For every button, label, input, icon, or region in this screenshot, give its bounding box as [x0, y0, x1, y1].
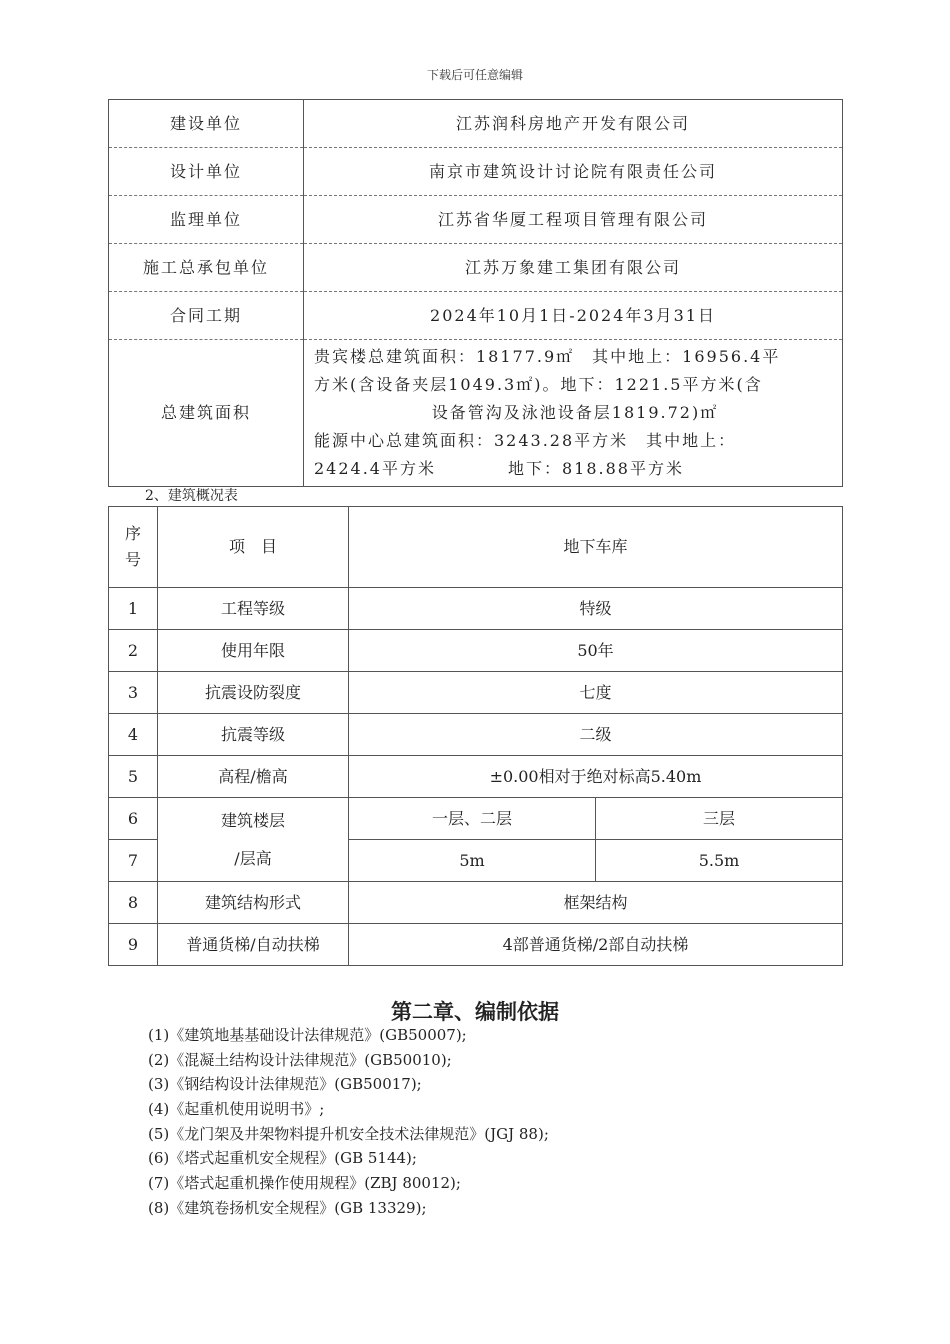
table-header-row [109, 507, 843, 588]
row-no: 7 [109, 840, 158, 882]
reference-list [148, 1023, 549, 1221]
header-no: 序 号 [109, 507, 158, 588]
row-no: 4 [109, 714, 158, 756]
label-cell: 设计单位 [109, 148, 304, 196]
row-item: 建筑结构形式 [158, 882, 349, 924]
table-row [109, 924, 843, 966]
row-value: 一层、二层 [349, 798, 596, 840]
row-no: 6 [109, 798, 158, 840]
header-note: 下载后可任意编辑 [426, 68, 523, 82]
item-line: 建筑楼层 [220, 810, 285, 830]
reference-item: (7)《塔式起重机操作使用规程》(ZBJ 80012); [148, 1174, 461, 1193]
row-value: 4部普通货梯/2部自动扶梯 [349, 924, 843, 966]
row-value: 特级 [349, 588, 843, 630]
label-cell: 合同工期 [109, 292, 304, 340]
row-no: 8 [109, 882, 158, 924]
chapter-title: 第二章、编制依据 [391, 999, 559, 1024]
reference-item: (1)《建筑地基基础设计法律规范》(GB50007); [148, 1026, 467, 1044]
row-no: 2 [109, 630, 158, 672]
label-cell: 施工总承包单位 [109, 244, 304, 292]
label-cell: 监理单位 [109, 196, 304, 244]
header-item: 项 目 [158, 507, 349, 588]
row-item: 高程/檐高 [158, 756, 349, 798]
area-line: 2424.4平方米 地下：818.88平方米 [314, 459, 684, 478]
area-line: 设备管沟及泳池设备层1819.72)㎡ [431, 403, 719, 422]
table-row [109, 100, 843, 148]
row-no: 5 [109, 756, 158, 798]
reference-item: (2)《混凝土结构设计法律规范》(GB50010); [148, 1050, 452, 1069]
area-line: 能源中心总建筑面积：3243.28平方米 其中地上： [314, 431, 737, 450]
row-value: 框架结构 [349, 882, 843, 924]
project-info-table [108, 99, 843, 487]
row-value: 5.5m [596, 840, 843, 882]
value-cell: 南京市建筑设计讨论院有限责任公司 [304, 148, 843, 196]
building-overview-table [108, 506, 843, 966]
row-value: 50年 [349, 630, 843, 672]
row-value: 三层 [596, 798, 843, 840]
row-no: 9 [109, 924, 158, 966]
row-item: 抗震设防裂度 [158, 672, 349, 714]
row-no: 3 [109, 672, 158, 714]
row-item: 使用年限 [158, 630, 349, 672]
table-row [109, 882, 843, 924]
value-cell: 江苏润科房地产开发有限公司 [304, 100, 843, 148]
header-value: 地下车库 [349, 507, 843, 588]
table-row [109, 672, 843, 714]
label-cell: 总建筑面积 [109, 340, 304, 487]
row-value: ±0.00相对于绝对标高5.40m [349, 756, 843, 798]
row-item: 工程等级 [158, 588, 349, 630]
reference-item: (5)《龙门架及井架物料提升机安全技术法律规范》(JGJ 88); [148, 1124, 549, 1143]
value-cell: 江苏万象建工集团有限公司 [304, 244, 843, 292]
table-row [109, 630, 843, 672]
row-value: 七度 [349, 672, 843, 714]
row-item: 普通货梯/自动扶梯 [158, 924, 349, 966]
reference-item: (3)《钢结构设计法律规范》(GB50017); [148, 1075, 422, 1094]
section-caption: 2、建筑概况表 [145, 488, 238, 504]
total-area-cell [304, 340, 843, 487]
table-row [109, 292, 843, 340]
table-row [109, 340, 843, 487]
table-row [109, 244, 843, 292]
reference-item: (6)《塔式起重机安全规程》(GB 5144); [148, 1149, 417, 1168]
value-cell: 江苏省华厦工程项目管理有限公司 [304, 196, 843, 244]
value-cell: 2024年10月1日-2024年3月31日 [304, 292, 843, 340]
table-row [109, 756, 843, 798]
label-cell: 建设单位 [109, 100, 304, 148]
table-row [109, 196, 843, 244]
table-row [109, 148, 843, 196]
area-line: 贵宾楼总建筑面积：18177.9㎡ 其中地上：16956.4平 [314, 347, 781, 366]
table-row [109, 798, 843, 840]
table-row [109, 588, 843, 630]
table-row [109, 714, 843, 756]
row-value: 5m [349, 840, 596, 882]
row-item: 抗震等级 [158, 714, 349, 756]
row-item [158, 798, 349, 882]
row-no: 1 [109, 588, 158, 630]
reference-item: (4)《起重机使用说明书》; [148, 1100, 325, 1119]
row-value: 二级 [349, 714, 843, 756]
area-line: 方米(含设备夹层1049.3㎡)。地下：1221.5平方米(含 [314, 375, 763, 394]
reference-item: (8)《建筑卷扬机安全规程》(GB 13329); [148, 1198, 427, 1217]
item-line: /层高 [234, 849, 272, 869]
